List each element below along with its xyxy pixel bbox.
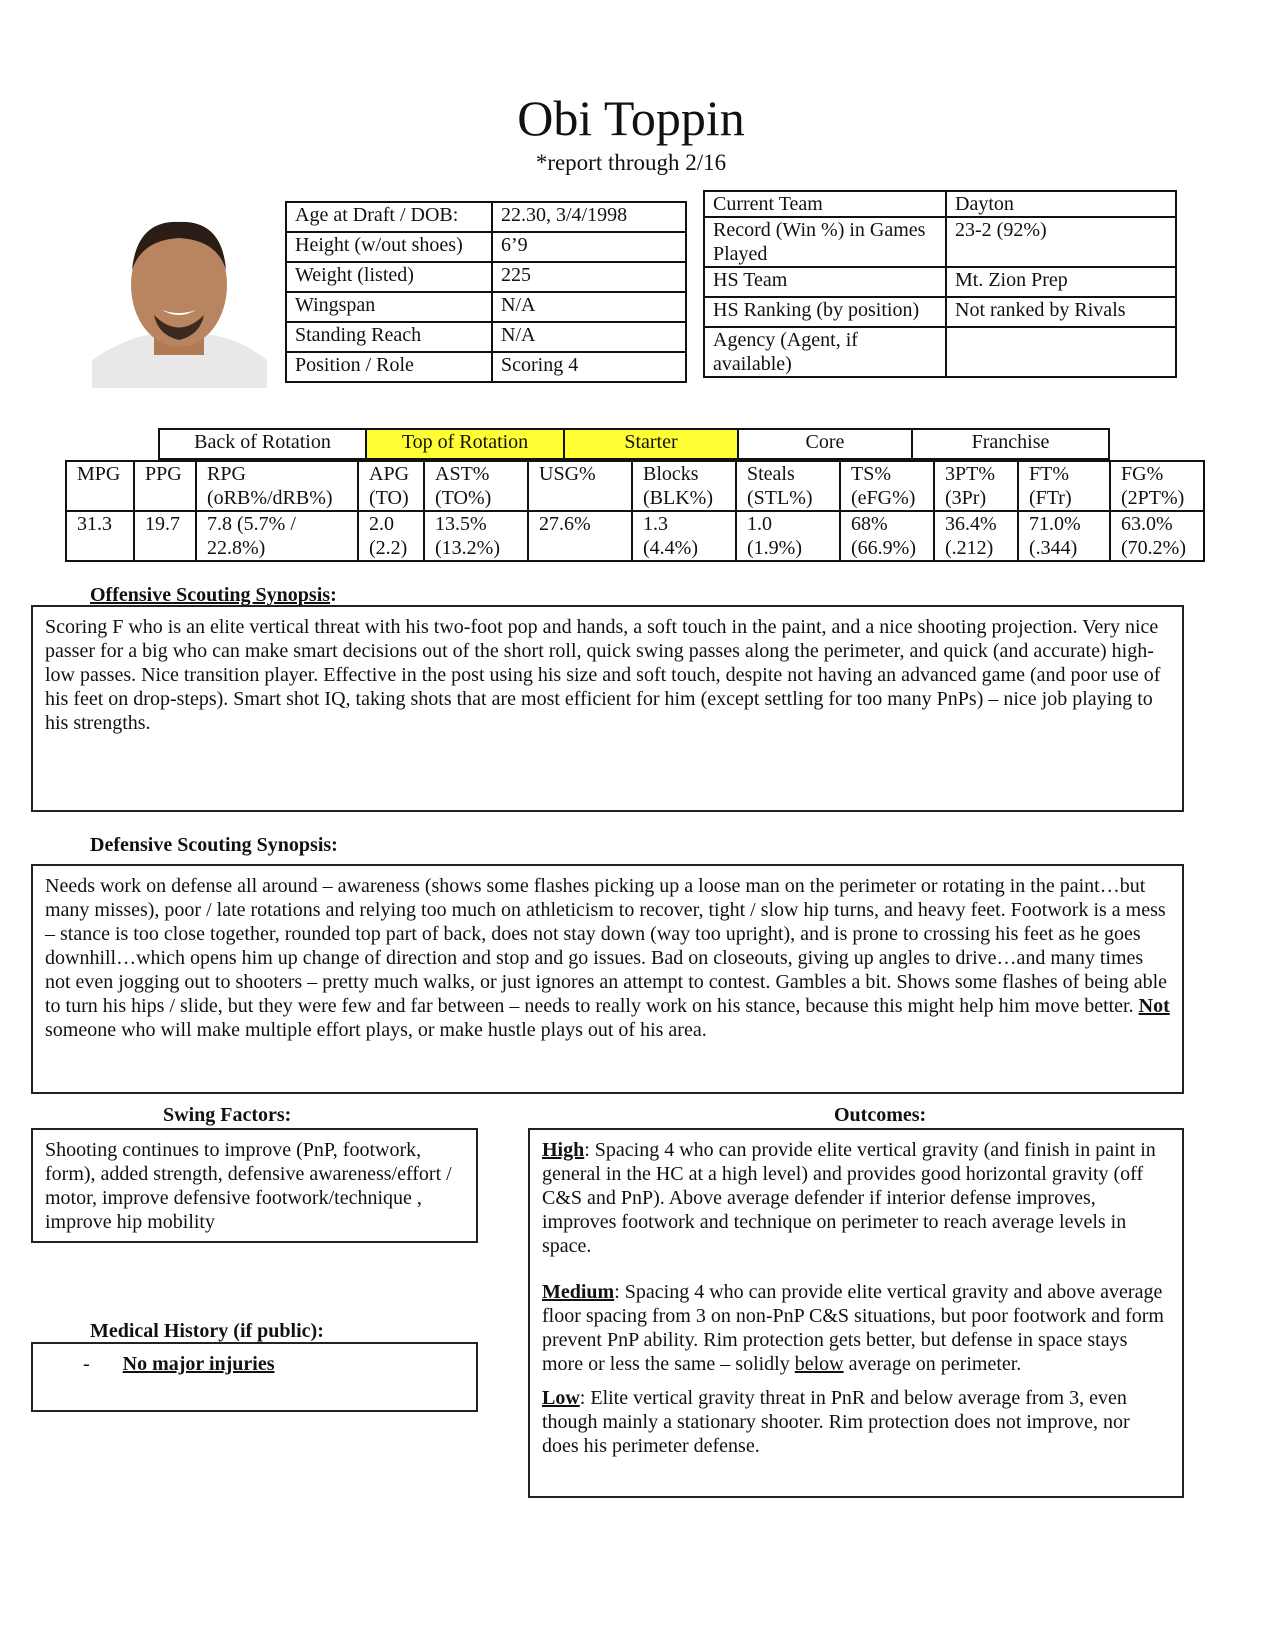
offense-text: Scoring F who is an elite vertical threat with his two-foot pop and hands, a soft touch in the paint, and a nice shooting projection. Very nice passer for a big who can make smart decisions out of the short roll, quick swing passes along the perimeter, and quick (and accurate) high-low passes. Nice transition player. Effective in the post using his size and soft touch, despite not having an advanced game (and poor use of his feet on drop-steps). Smart shot IQ, taking shots that are most efficient for him (except settling for too many PnPs) – nice job playing to his strengths. [45, 616, 1161, 734]
stat-value: 1.0 (1.9%) [736, 511, 840, 561]
bio-label: Position / Role [286, 352, 492, 382]
bio-value: N/A [492, 322, 686, 352]
stat-value: 7.8 (5.7% / 22.8%) [196, 511, 358, 561]
stat-value: 27.6% [528, 511, 632, 561]
bio-label: Height (w/out shoes) [286, 232, 492, 262]
stat-header: FG% (2PT%) [1110, 461, 1204, 511]
bio-value: Scoring 4 [492, 352, 686, 382]
bio-table-right [703, 190, 1177, 378]
bio-value: 22.30, 3/4/1998 [492, 202, 686, 232]
bio-value: Not ranked by Rivals [946, 297, 1176, 327]
stat-value: 13.5% (13.2%) [424, 511, 528, 561]
bio-table-left [285, 201, 687, 383]
tier-back-of-rotation: Back of Rotation [159, 429, 366, 459]
tier-top-of-rotation: Top of Rotation [366, 429, 564, 459]
defense-box [31, 864, 1184, 1094]
bio-label: Weight (listed) [286, 262, 492, 292]
bio-label: Current Team [704, 191, 946, 217]
outcomes-box [528, 1128, 1184, 1498]
stat-header: FT% (FTr) [1018, 461, 1110, 511]
bio-label: HS Ranking (by position) [704, 297, 946, 327]
stat-header: MPG [66, 461, 134, 511]
bio-row [286, 292, 686, 322]
bio-label: Standing Reach [286, 322, 492, 352]
stat-value: 2.0 (2.2) [358, 511, 424, 561]
bio-label: Age at Draft / DOB: [286, 202, 492, 232]
bio-value [946, 327, 1176, 377]
offense-heading: Offensive Scouting Synopsis: [90, 584, 337, 606]
swing-text: Shooting continues to improve (PnP, footwork, form), added strength, defensive awareness/effort / motor, improve defensive footwork/technique , improve hip mobility [45, 1139, 452, 1233]
bio-value: 6’9 [492, 232, 686, 262]
stat-value: 68% (66.9%) [840, 511, 934, 561]
bio-row [286, 322, 686, 352]
stat-header: USG% [528, 461, 632, 511]
stat-header: 3PT% (3Pr) [934, 461, 1018, 511]
tier-franchise: Franchise [912, 429, 1109, 459]
bio-label: Record (Win %) in Games Played [704, 217, 946, 267]
defense-heading: Defensive Scouting Synopsis: [90, 834, 338, 856]
stats-header-row [66, 461, 1204, 511]
stat-header: PPG [134, 461, 196, 511]
defense-text-end: someone who will make multiple effort plays, or make hustle plays out of his area. [45, 1019, 707, 1041]
player-name: Obi Toppin [517, 90, 745, 146]
stat-value: 63.0% (70.2%) [1110, 511, 1204, 561]
bio-label: Wingspan [286, 292, 492, 322]
stat-value: 31.3 [66, 511, 134, 561]
bio-label: HS Team [704, 267, 946, 297]
medical-item: No major injuries [122, 1353, 275, 1375]
bio-value: Dayton [946, 191, 1176, 217]
bullet-dash: - [83, 1353, 90, 1375]
stat-value: 1.3 (4.4%) [632, 511, 736, 561]
outcome-medium: Medium: Spacing 4 who can provide elite vertical gravity and above average floor spacing from 3 on non-PnP C&S situations, but poor footwork and form prevent PnP ability. Rim protection gets better, but defense in space stays more or less the same – solidly below average on perimeter. [542, 1281, 1164, 1375]
medical-box [31, 1342, 478, 1412]
outcomes-heading: Outcomes: [834, 1104, 927, 1126]
stat-header: APG (TO) [358, 461, 424, 511]
stats-value-row [66, 511, 1204, 561]
offense-box [31, 605, 1184, 812]
bio-label: Agency (Agent, if available) [704, 327, 946, 377]
tier-scale [158, 428, 1110, 460]
stat-header: Steals (STL%) [736, 461, 840, 511]
tier-starter: Starter [564, 429, 738, 459]
stat-header: AST% (TO%) [424, 461, 528, 511]
stat-header: TS% (eFG%) [840, 461, 934, 511]
defense-emphasis: Not [1138, 995, 1170, 1017]
bio-row [286, 352, 686, 382]
stat-header: RPG (oRB%/dRB%) [196, 461, 358, 511]
stat-header: Blocks (BLK%) [632, 461, 736, 511]
tier-core: Core [738, 429, 912, 459]
stat-value: 19.7 [134, 511, 196, 561]
defense-text: Needs work on defense all around – awareness (shows some flashes picking up a loose man on the perimeter or rotating in the paint…but many misses), poor / late rotations and relying too much on athleticism to recover, tight / slow hip turns, and heavy feet. Footwork is a mess – stance is too close together, rounded top part of back, does not stay down (way too upright), and is prone to crossing his feet as he goes downhill…which opens him up change of direction and stop and go issues. Bad on closeouts, giving up angles to drive…and many times not even jogging out to shooters – pretty much walks, or just ignores an attempt to contest. Gambles a bit. Shows some flashes of being able to turn his hips / slide, but they were few and far between – needs to really work on his stance, because this might help him move better. [45, 875, 1168, 1017]
report-date: *report through 2/16 [535, 150, 727, 175]
bio-value: 225 [492, 262, 686, 292]
bio-row [286, 232, 686, 262]
bio-row [286, 262, 686, 292]
bio-value: N/A [492, 292, 686, 322]
outcome-low: Low: Elite vertical gravity threat in PnR and below average from 3, even though mainly a stationary shooter. Rim protection does not improve, nor does his perimeter defense. [542, 1387, 1130, 1457]
player-photo [92, 210, 267, 388]
stat-value: 36.4% (.212) [934, 511, 1018, 561]
swing-box [31, 1128, 478, 1243]
outcome-high: High: Spacing 4 who can provide elite vertical gravity (and finish in paint in general in the HC at a high level) and provides good horizontal gravity (off C&S and PnP). Above average defender if interior defense improves, improves footwork and technique on perimeter to reach average levels in space. [542, 1139, 1156, 1257]
bio-value: 23-2 (92%) [946, 217, 1176, 267]
medical-heading: Medical History (if public): [90, 1320, 324, 1342]
stat-value: 71.0% (.344) [1018, 511, 1110, 561]
bio-row [286, 202, 686, 232]
bio-value: Mt. Zion Prep [946, 267, 1176, 297]
stats-table [65, 460, 1205, 562]
swing-heading: Swing Factors: [163, 1104, 292, 1126]
